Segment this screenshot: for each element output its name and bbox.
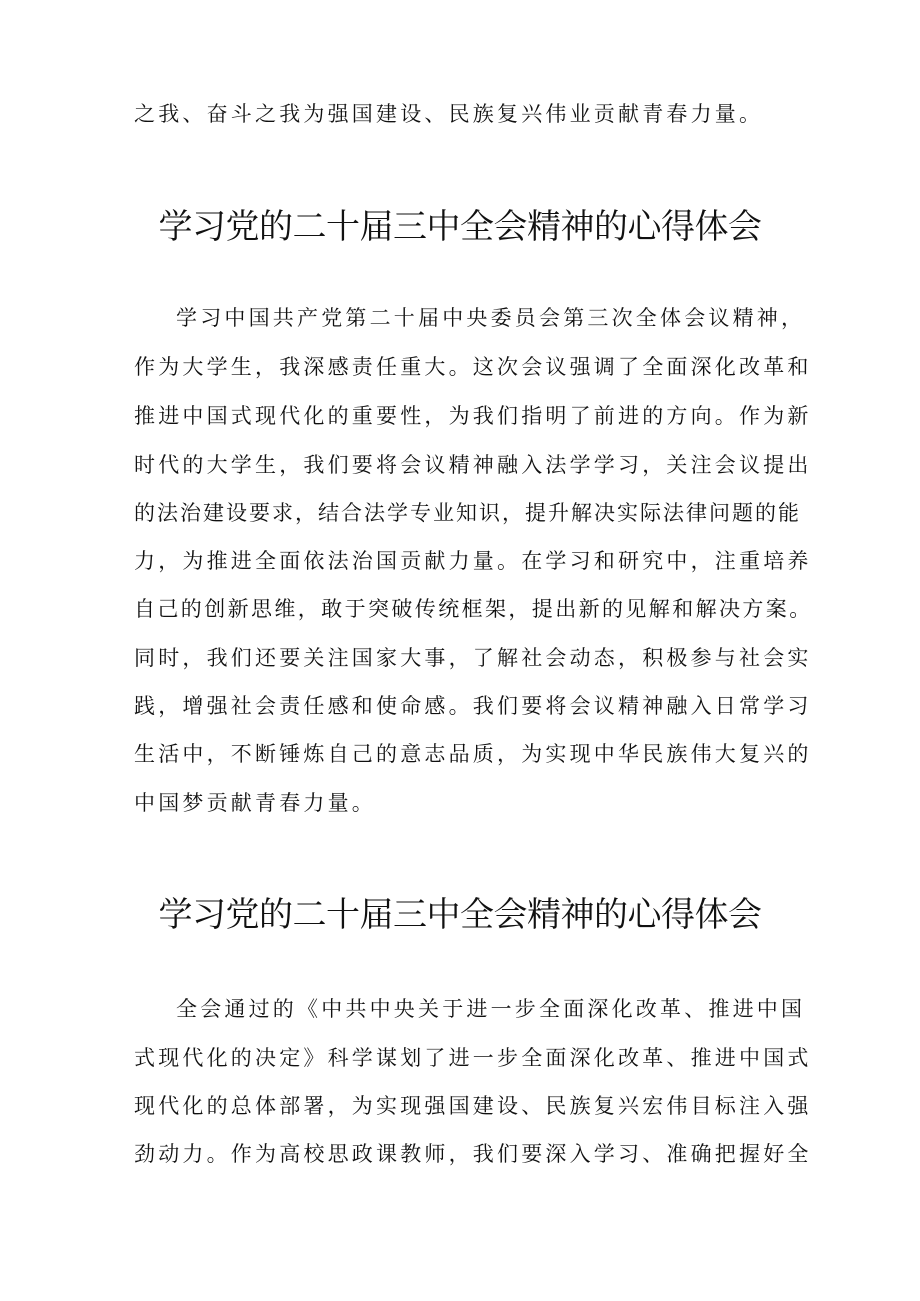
section-1-line-5: 的法治建设要求，结合法学专业知识，提升解决实际法律问题的能	[134, 501, 801, 525]
section-1-line-8: 同时，我们还要关注国家大事，了解社会动态，积极参与社会实	[134, 646, 812, 670]
section-1-line-11: 中国梦贡献青春力量。	[134, 791, 376, 815]
section-1-line-9: 践，增强社会责任感和使命感。我们要将会议精神融入日常学习	[134, 694, 812, 718]
section-2-line-1: 全会通过的《中共中央关于进一步全面深化改革、推进中国	[176, 997, 806, 1021]
section-2-title: 学习党的二十届三中全会精神的心得体会	[158, 895, 762, 935]
section-1-line-1: 学习中国共产党第二十届中央委员会第三次全体会议精神，	[176, 306, 806, 330]
intro-line-1: 之我、奋斗之我为强国建设、民族复兴伟业贡献青春力量。	[134, 102, 764, 126]
section-2-line-3: 现代化的总体部署，为实现强国建设、民族复兴宏伟目标注入强	[134, 1094, 812, 1118]
section-1-line-3: 推进中国式现代化的重要性，为我们指明了前进的方向。作为新	[134, 404, 812, 428]
section-2-line-2: 式现代化的决定》科学谋划了进一步全面深化改革、推进中国式	[134, 1046, 812, 1070]
section-1-line-4: 时代的大学生，我们要将会议精神融入法学学习，关注会议提出	[134, 453, 812, 477]
section-1-title: 学习党的二十届三中全会精神的心得体会	[158, 207, 762, 247]
section-1-line-2: 作为大学生，我深感责任重大。这次会议强调了全面深化改革和	[134, 355, 812, 379]
section-2-line-4: 劲动力。作为高校思政课教师，我们要深入学习、准确把握好全	[134, 1142, 812, 1166]
section-1-line-7: 自己的创新思维，敢于突破传统框架，提出新的见解和解决方案。	[134, 597, 813, 621]
section-1-line-6: 力，为推进全面依法治国贡献力量。在学习和研究中，注重培养	[134, 549, 812, 573]
section-1-line-10: 生活中，不断锤炼自己的意志品质，为实现中华民族伟大复兴的	[134, 742, 812, 766]
